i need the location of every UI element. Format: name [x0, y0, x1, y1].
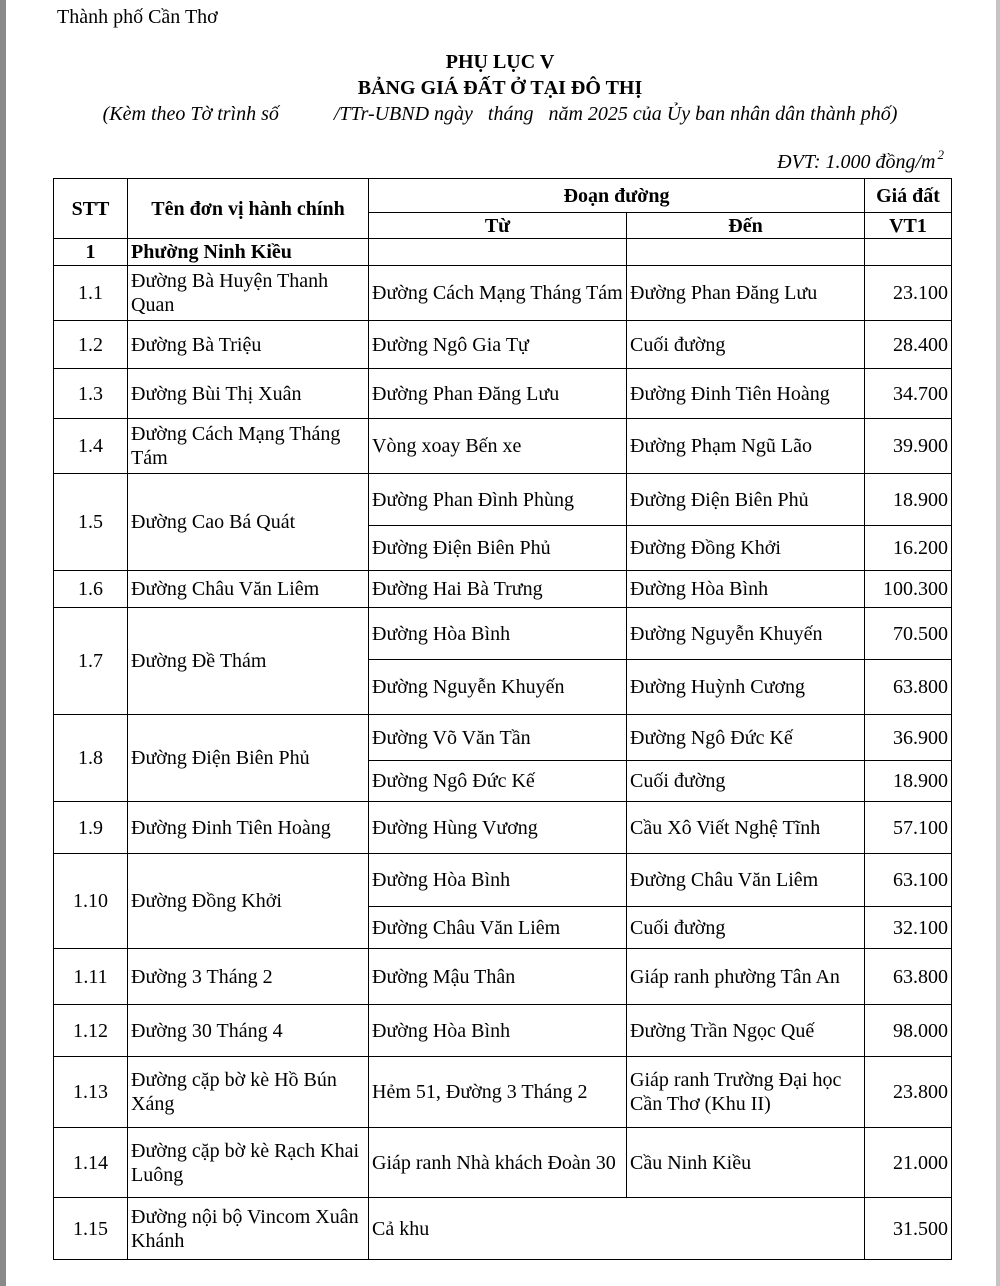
- segment-price: 100.300: [865, 571, 952, 608]
- table-row: [54, 715, 952, 761]
- table-row: [54, 571, 952, 608]
- segment-from: Đường Phan Đăng Lưu: [369, 369, 627, 419]
- segment-from: Đường Hòa Bình: [369, 1005, 627, 1057]
- document-reference: (Kèm theo Tờ trình số /TTr-UBND ngày tháng năm 2025 của Ủy ban nhân dân thành phố): [102, 103, 898, 125]
- segment-from: Đường Mậu Thân: [369, 949, 627, 1005]
- segment-price: 31.500: [865, 1198, 952, 1260]
- row-stt: 1.6: [54, 571, 128, 608]
- row-name: Đường Châu Văn Liêm: [128, 571, 369, 608]
- segment-to: Giáp ranh phường Tân An: [627, 949, 865, 1005]
- segment-to: Đường Phan Đăng Lưu: [627, 266, 865, 321]
- row-name: Đường 3 Tháng 2: [128, 949, 369, 1005]
- segment-price: 21.000: [865, 1128, 952, 1198]
- header-row-1: [54, 179, 952, 213]
- row-stt: 1.2: [54, 321, 128, 369]
- row-name: Đường Đinh Tiên Hoàng: [128, 802, 369, 854]
- row-name: Đường Đề Thám: [128, 608, 369, 715]
- table-row: [54, 1057, 952, 1128]
- row-name: Đường cặp bờ kè Rạch Khai Luông: [128, 1128, 369, 1198]
- row-stt: 1.5: [54, 474, 128, 571]
- section-row: [54, 239, 952, 266]
- table-row: [54, 321, 952, 369]
- row-stt: 1.8: [54, 715, 128, 802]
- section-stt: 1: [54, 239, 128, 266]
- header-from: Từ: [369, 213, 627, 239]
- segment-to: Đường Điện Biên Phủ: [627, 474, 865, 526]
- segment-to: Đường Ngô Đức Kế: [627, 715, 865, 761]
- section-name: Phường Ninh Kiều: [128, 239, 369, 266]
- segment-to: Cầu Ninh Kiều: [627, 1128, 865, 1198]
- row-name: Đường Điện Biên Phủ: [128, 715, 369, 802]
- segment-to: Đường Hòa Bình: [627, 571, 865, 608]
- row-name: Đường cặp bờ kè Hồ Bún Xáng: [128, 1057, 369, 1128]
- segment-from: Đường Cách Mạng Tháng Tám: [369, 266, 627, 321]
- city-name: Thành phố Cần Thơ: [57, 6, 218, 28]
- segment-price: 16.200: [865, 526, 952, 571]
- segment-price: 98.000: [865, 1005, 952, 1057]
- segment-price: 63.100: [865, 854, 952, 907]
- header-to: Đến: [627, 213, 865, 239]
- land-price-table: [53, 178, 952, 1260]
- row-name: Đường Bà Triệu: [128, 321, 369, 369]
- segment-to: Cuối đường: [627, 907, 865, 949]
- table-row: [54, 949, 952, 1005]
- row-stt: 1.9: [54, 802, 128, 854]
- table-row: [54, 419, 952, 474]
- segment-price: 63.800: [865, 949, 952, 1005]
- section-from-empty: [369, 239, 627, 266]
- appendix-title: PHỤ LỤC V: [445, 51, 555, 73]
- row-stt: 1.3: [54, 369, 128, 419]
- row-name: Đường 30 Tháng 4: [128, 1005, 369, 1057]
- row-stt: 1.7: [54, 608, 128, 715]
- header-stt: STT: [54, 179, 128, 239]
- row-stt: 1.13: [54, 1057, 128, 1128]
- segment-from: Đường Võ Văn Tần: [369, 715, 627, 761]
- row-name: Đường nội bộ Vincom Xuân Khánh: [128, 1198, 369, 1260]
- segment-price: 70.500: [865, 608, 952, 660]
- segment-to: Cầu Xô Viết Nghệ Tĩnh: [627, 802, 865, 854]
- unit-label: [777, 147, 944, 174]
- segment-from: Đường Ngô Gia Tự: [369, 321, 627, 369]
- segment-price: 18.900: [865, 474, 952, 526]
- segment-price: 34.700: [865, 369, 952, 419]
- table-row: [54, 854, 952, 907]
- header-segment: Đoạn đường: [369, 179, 865, 213]
- segment-from: Đường Điện Biên Phủ: [369, 526, 627, 571]
- row-stt: 1.11: [54, 949, 128, 1005]
- table-row: [54, 802, 952, 854]
- segment-price: 63.800: [865, 660, 952, 715]
- row-stt: 1.1: [54, 266, 128, 321]
- segment-price: 23.800: [865, 1057, 952, 1128]
- segment-to: Đường Phạm Ngũ Lão: [627, 419, 865, 474]
- segment-from: Vòng xoay Bến xe: [369, 419, 627, 474]
- header-name: Tên đơn vị hành chính: [128, 179, 369, 239]
- segment-from: Đường Nguyễn Khuyến: [369, 660, 627, 715]
- segment-to: Cuối đường: [627, 761, 865, 802]
- row-name: Đường Bùi Thị Xuân: [128, 369, 369, 419]
- row-name: Đường Bà Huyện Thanh Quan: [128, 266, 369, 321]
- segment-to: Đường Trần Ngọc Quế: [627, 1005, 865, 1057]
- segment-from: Đường Hai Bà Trưng: [369, 571, 627, 608]
- row-name: Đường Đồng Khởi: [128, 854, 369, 949]
- segment-from: Đường Hùng Vương: [369, 802, 627, 854]
- segment-price: 32.100: [865, 907, 952, 949]
- segment-price: 39.900: [865, 419, 952, 474]
- segment-price: 23.100: [865, 266, 952, 321]
- table-row: [54, 1005, 952, 1057]
- table-row: [54, 474, 952, 526]
- row-name: Đường Cách Mạng Tháng Tám: [128, 419, 369, 474]
- row-stt: 1.14: [54, 1128, 128, 1198]
- section-price-empty: [865, 239, 952, 266]
- section-to-empty: [627, 239, 865, 266]
- unit-superscript: 2: [937, 147, 944, 162]
- table-row: [54, 266, 952, 321]
- row-stt: 1.15: [54, 1198, 128, 1260]
- segment-to: Đường Đồng Khởi: [627, 526, 865, 571]
- segment-to: Đường Huỳnh Cương: [627, 660, 865, 715]
- segment-from: Đường Phan Đình Phùng: [369, 474, 627, 526]
- row-stt: 1.10: [54, 854, 128, 949]
- page-edge-left: [0, 0, 6, 1286]
- header-vt1: VT1: [865, 213, 952, 239]
- table-row: [54, 369, 952, 419]
- page-edge-right: [996, 0, 1000, 1286]
- segment-from: Đường Hòa Bình: [369, 608, 627, 660]
- row-stt: 1.12: [54, 1005, 128, 1057]
- segment-price: 28.400: [865, 321, 952, 369]
- table-title: BẢNG GIÁ ĐẤT Ở TẠI ĐÔ THỊ: [357, 77, 643, 99]
- segment-price: 18.900: [865, 761, 952, 802]
- segment-to: Giáp ranh Trường Đại học Cần Thơ (Khu II): [627, 1057, 865, 1128]
- header-price: Giá đất: [865, 179, 952, 213]
- table-body: [54, 239, 952, 1260]
- table-row: [54, 1128, 952, 1198]
- unit-text: ĐVT: 1.000 đồng/m: [777, 151, 936, 173]
- segment-from: Đường Ngô Đức Kế: [369, 761, 627, 802]
- segment-price: 36.900: [865, 715, 952, 761]
- table-row: [54, 608, 952, 660]
- segment-from: Đường Châu Văn Liêm: [369, 907, 627, 949]
- segment-to: Đường Đinh Tiên Hoàng: [627, 369, 865, 419]
- row-stt: 1.4: [54, 419, 128, 474]
- table-row: [54, 1198, 952, 1260]
- segment-to: Đường Châu Văn Liêm: [627, 854, 865, 907]
- segment-from: Đường Hòa Bình: [369, 854, 627, 907]
- segment-from: Hẻm 51, Đường 3 Tháng 2: [369, 1057, 627, 1128]
- segment-to: Đường Nguyễn Khuyến: [627, 608, 865, 660]
- segment-from: Giáp ranh Nhà khách Đoàn 30: [369, 1128, 627, 1198]
- row-name: Đường Cao Bá Quát: [128, 474, 369, 571]
- segment-price: 57.100: [865, 802, 952, 854]
- segment-to: Cuối đường: [627, 321, 865, 369]
- segment-from: Cả khu: [369, 1198, 865, 1260]
